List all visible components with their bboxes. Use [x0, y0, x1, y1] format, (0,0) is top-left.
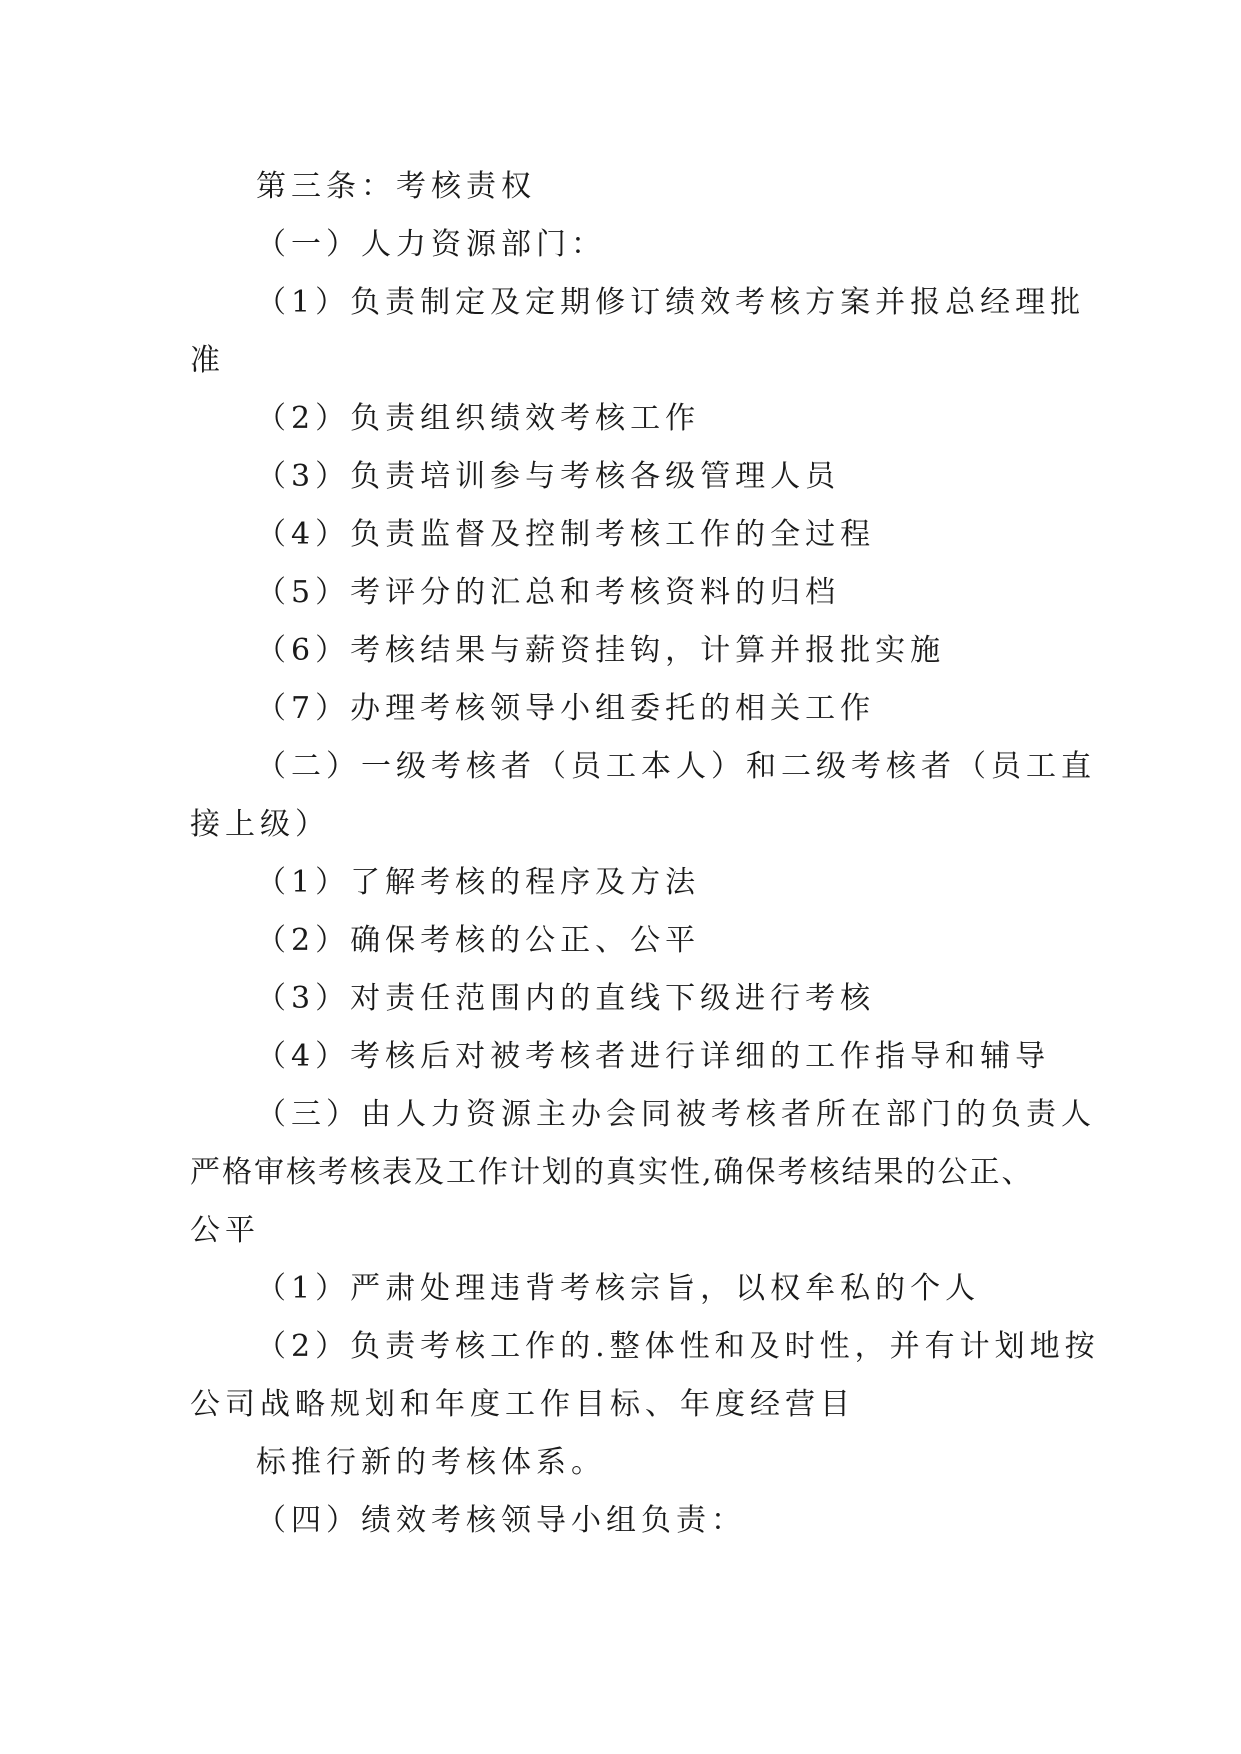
paragraph-line: 公司战略规划和年度工作目标、年度经营目 [190, 1387, 855, 1422]
paragraph-line: 严格审核考核表及工作计划的真实性,确保考核结果的公正、 [190, 1155, 1034, 1190]
paragraph-line: （1）负责制定及定期修订绩效考核方案并报总经理批 [256, 285, 1086, 320]
paragraph-line: （2）负责考核工作的.整体性和及时性，并有计划地按 [256, 1329, 1100, 1364]
section-heading-hr: （一）人力资源部门： [256, 227, 606, 262]
paragraph-line: （5）考评分的汇总和考核资料的归档 [256, 575, 841, 610]
paragraph-line: （2）负责组织绩效考核工作 [256, 401, 701, 436]
section-heading-audit: （三）由人力资源主办会同被考核者所在部门的负责人 [256, 1097, 1096, 1132]
paragraph-line: 标推行新的考核体系。 [256, 1445, 606, 1480]
paragraph-line: （4）负责监督及控制考核工作的全过程 [256, 517, 876, 552]
paragraph-line: （2）确保考核的公正、公平 [256, 923, 701, 958]
section-heading-reviewers: （二）一级考核者（员工本人）和二级考核者（员工直 [256, 749, 1096, 784]
paragraph-line: 准 [190, 343, 225, 378]
section-heading-leadership: （四）绩效考核领导小组负责： [256, 1503, 746, 1538]
paragraph-line: （1）严肃处理违背考核宗旨，以权牟私的个人 [256, 1271, 981, 1306]
paragraph-line: （1）了解考核的程序及方法 [256, 865, 701, 900]
paragraph-line: （6）考核结果与薪资挂钩，计算并报批实施 [256, 633, 946, 668]
paragraph-line: （3）负责培训参与考核各级管理人员 [256, 459, 841, 494]
paragraph-line: （3）对责任范围内的直线下级进行考核 [256, 981, 876, 1016]
paragraph-line: 接上级） [190, 807, 330, 842]
paragraph-line: 公平 [190, 1213, 260, 1248]
article-heading: 第三条：考核责权 [256, 169, 536, 204]
paragraph-line: （4）考核后对被考核者进行详细的工作指导和辅导 [256, 1039, 1051, 1074]
paragraph-line: （7）办理考核领导小组委托的相关工作 [256, 691, 876, 726]
